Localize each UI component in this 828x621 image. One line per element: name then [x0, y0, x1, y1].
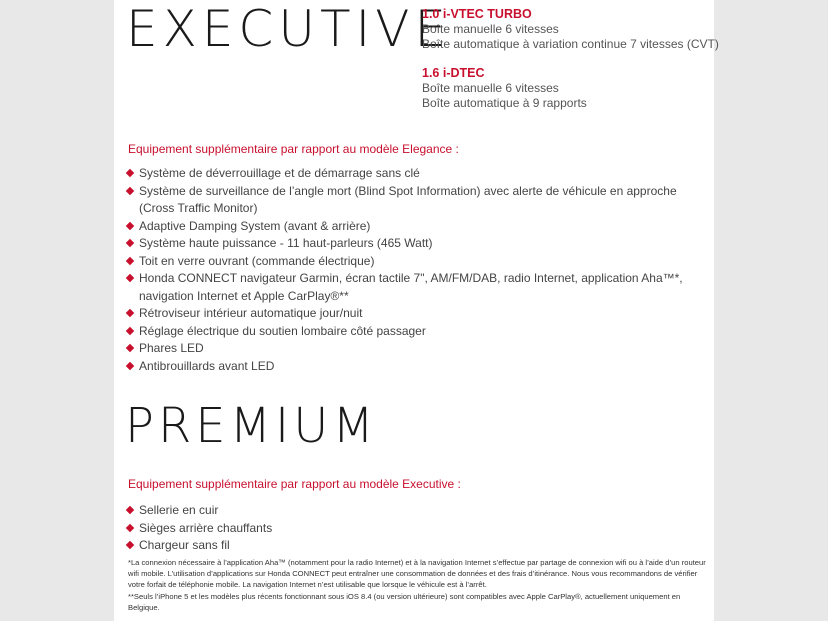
diamond-bullet-icon — [126, 239, 134, 247]
item-text: Rétroviseur intérieur automatique jour/nuit — [139, 306, 363, 320]
diamond-bullet-icon — [126, 541, 134, 549]
item-text: Honda CONNECT navigateur Garmin, écran tactile 7", AM/FM/DAB, radio Internet, application Aha™*, — [139, 271, 683, 285]
engine-name: 1.6 i-DTEC — [422, 66, 485, 80]
engine-option — [422, 7, 719, 52]
item-text: Toit en verre ouvrant (commande électrique) — [139, 253, 375, 268]
diamond-bullet-icon — [126, 506, 134, 514]
item-text: navigation Internet et Apple CarPlay®** — [139, 288, 349, 303]
list-item — [126, 253, 701, 271]
list-item — [126, 218, 701, 236]
item-text: Sièges arrière chauffants — [139, 520, 273, 535]
executive-equipment-heading: Equipement supplémentaire par rapport au modèle Elegance : — [128, 142, 459, 156]
executive-equipment-list — [126, 165, 701, 375]
item-text: Système de surveillance de l’angle mort (Blind Spot Information) avec alerte de véhicule en approche — [139, 183, 677, 198]
diamond-bullet-icon — [126, 221, 134, 229]
list-item — [126, 270, 701, 305]
item-text: Système haute puissance - 11 haut-parleurs (465 Watt) — [139, 236, 433, 250]
list-item — [126, 183, 701, 218]
list-item — [126, 235, 701, 253]
premium-equipment-list — [126, 502, 701, 555]
item-text: Chargeur sans fil — [139, 538, 230, 552]
engine-name: 1.0 i-VTEC TURBO — [422, 7, 532, 21]
diamond-bullet-icon — [126, 169, 134, 177]
item-text: Système de déverrouillage et de démarrage sans clé — [139, 166, 420, 180]
transmission-line: Boîte automatique à variation continue 7 vitesses (CVT) — [422, 37, 719, 51]
footnote-aha: *La connexion nécessaire à l’application Aha™ (notamment pour la radio Internet) et à la navigation Internet s’effectue par partage de connexion wifi ou à l’aide d’un routeur wifi mobile. L’utilisation d’applications sur Honda CONNECT peut entraîner une consommation de données et des frais d’itinérance. Nous vous recommandons de vérifier votre forfait de téléphonie mobile. La navigation Internet n’est utilisable que lorsque le véhicule est à l’arrêt. — [128, 558, 706, 589]
list-item — [126, 165, 701, 183]
engine-options — [422, 7, 719, 125]
list-item — [126, 358, 701, 376]
item-text: Réglage électrique du soutien lombaire côté passager — [139, 323, 426, 338]
footnotes — [128, 557, 706, 614]
diamond-bullet-icon — [126, 309, 134, 317]
item-text: Phares LED — [139, 341, 204, 355]
premium-equipment-heading: Equipement supplémentaire par rapport au modèle Executive : — [128, 477, 461, 491]
executive-title: EXECUTIVE — [126, 0, 452, 58]
transmission-line: Boîte manuelle 6 vitesses — [422, 81, 559, 95]
transmission-line: Boîte automatique à 9 rapports — [422, 96, 587, 110]
premium-title: PREMIUM — [125, 398, 378, 454]
diamond-bullet-icon — [126, 256, 134, 264]
diamond-bullet-icon — [126, 186, 134, 194]
list-item — [126, 537, 701, 555]
footnote-carplay: **Seuls l’iPhone 5 et les modèles plus récents fonctionnant sous iOS 8.4 (ou version ultérieure) sont compatibles avec Apple CarPlay®, actuellement uniquement en Belgique. — [128, 592, 681, 612]
transmission-line: Boîte manuelle 6 vitesses — [422, 22, 559, 36]
diamond-bullet-icon — [126, 274, 134, 282]
diamond-bullet-icon — [126, 344, 134, 352]
diamond-bullet-icon — [126, 523, 134, 531]
list-item — [126, 502, 701, 520]
engine-option — [422, 66, 712, 111]
list-item — [126, 520, 701, 538]
item-text: Sellerie en cuir — [139, 503, 219, 517]
item-text: (Cross Traffic Monitor) — [139, 201, 258, 215]
diamond-bullet-icon — [126, 361, 134, 369]
list-item — [126, 305, 701, 323]
brochure-page — [114, 0, 719, 621]
list-item — [126, 340, 701, 358]
item-text: Antibrouillards avant LED — [139, 358, 275, 373]
list-item — [126, 323, 701, 341]
diamond-bullet-icon — [126, 326, 134, 334]
item-text: Adaptive Damping System (avant & arrière) — [139, 218, 371, 233]
